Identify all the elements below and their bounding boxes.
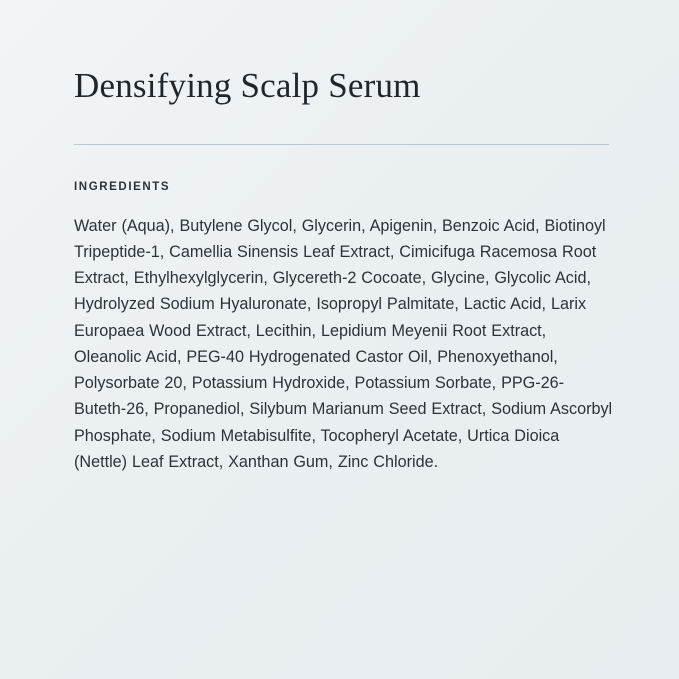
divider <box>74 144 609 145</box>
content-container <box>74 58 611 491</box>
page-title: Densifying Scalp Serum <box>74 66 421 105</box>
ingredients-section-label: INGREDIENTS <box>74 180 171 193</box>
ingredients-list-text: Water (Aqua), Butylene Glycol, Glycerin, Apigenin, Benzoic Acid, Biotinoyl Tripeptide-1, Camellia Sinensis Leaf Extract, Cimicifuga Racemosa Root Extract, Ethylhexylglycerin, Glycereth-2 Cocoate, Glycine, Glycolic Acid, Hydrolyzed Sodium Hyaluronate, Isopropyl Palmitate, Lactic Acid, Larix Europaea Wood Extract, Lecithin, Lepidium Meyenii Root Extract, Oleanolic Acid, PEG-40 Hydrogenated Castor Oil, Phenoxyethanol, Polysorbate 20, Potassium Hydroxide, Potassium Sorbate, PPG-26-Buteth-26, Propanediol, Silybum Marianum Seed Extract, Sodium Ascorbyl Phosphate, Sodium Metabisulfite, Tocopheryl Acetate, Urtica Dioica (Nettle) Leaf Extract, Xanthan Gum, Zinc Chloride. <box>74 216 613 471</box>
